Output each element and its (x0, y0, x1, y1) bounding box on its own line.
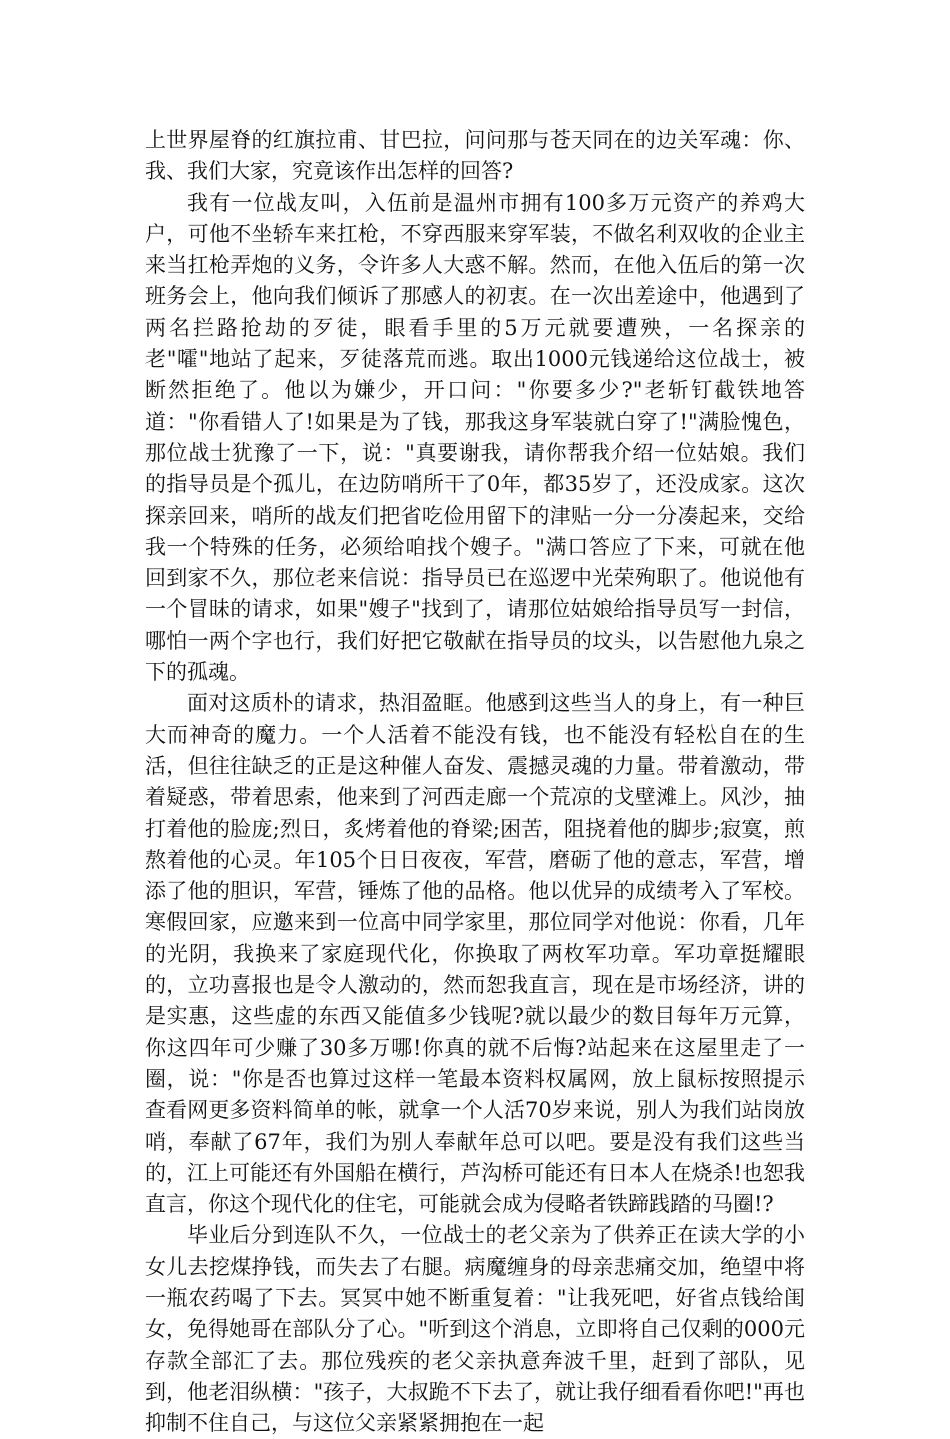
paragraph-3: 面对这质朴的请求，热泪盈眶。他感到这些当人的身上，有一种巨大而神奇的魔力。一个人活着不能没有钱，也不能没有轻松自在的生活，但往往缺乏的正是这种催人奋发、震撼灵魂的力量。带着激动，带着疑惑，带着思索，他来到了河西走廊一个荒凉的戈壁滩上。风沙，抽打着他的脸庞;烈日，炙烤着他的脊梁;困苦，阻挠着他的脚步;寂寞，煎熬着他的心灵。年105个日日夜夜，军营，磨砺了他的意志，军营，增添了他的胆识，军营，锤炼了他的品格。他以优异的成绩考入了军校。寒假回家，应邀来到一位高中同学家里，那位同学对他说：你看，几年的光阴，我换来了家庭现代化，你换取了两枚军功章。军功章挺耀眼的，立功喜报也是令人激动的，然而恕我直言，现在是市场经济，讲的是实惠，这些虚的东西又能值多少钱呢?就以最少的数目每年万元算，你这四年可少赚了30多万哪!你真的就不后悔?站起来在这屋里走了一圈，说："你是否也算过这样一笔最本资料权属网，放上鼠标按照提示查看网更多资料简单的帐，就拿一个人活70岁来说，别人为我们站岗放哨，奉献了67年，我们为别人奉献年总可以吧。要是没有我们这些当的，江上可能还有外国船在横行，芦沟桥可能还有日本人在烧杀!也恕我直言，你这个现代化的住宅，可能就会成为侵略者铁蹄践踏的马圈!? (145, 691, 805, 1217)
paragraph-1: 上世界屋脊的红旗拉甫、甘巴拉，问问那与苍天同在的边关军魂：你、我、我们大家，究竟该作出怎样的回答? (145, 128, 805, 184)
document-body (145, 125, 805, 1439)
paragraph-2: 我有一位战友叫，入伍前是温州市拥有100多万元资产的养鸡大户，可他不坐轿车来扛枪，不穿西服来穿军装，不做名利双收的企业主来当扛枪弄炮的义务，令许多人大惑不解。然而，在他入伍后的第一次班务会上，他向我们倾诉了那感人的初衷。在一次出差途中，他遇到了两名拦路抢劫的歹徒，眼看手里的5万元就要遭殃，一名探亲的老"嚯"地站了起来，歹徒落荒而逃。取出1000元钱递给这位战士，被断然拒绝了。他以为嫌少，开口问："你要多少?"老斩钉截铁地答道："你看错人了!如果是为了钱，那我这身军装就白穿了!"满脸愧色，那位战士犹豫了一下，说："真要谢我，请你帮我介绍一位姑娘。我们的指导员是个孤儿，在边防哨所干了0年，都35岁了，还没成家。这次探亲回来，哨所的战友们把省吃俭用留下的津贴一分一分凑起来，交给我一个特殊的任务，必须给咱找个嫂子。"满口答应了下来，可就在他回到家不久，那位老来信说：指导员已在巡逻中光荣殉职了。他说他有一个冒昧的请求，如果"嫂子"找到了，请那位姑娘给指导员写一封信，哪怕一两个字也行，我们好把它敬献在指导员的坟头，以告慰他九泉之下的孤魂。 (145, 190, 805, 685)
paragraph-4: 毕业后分到连队不久，一位战士的老父亲为了供养正在读大学的小女儿去挖煤挣钱，而失去了右腿。病魔缠身的母亲悲痛交加，绝望中将一瓶农药喝了下去。冥冥中她不断重复着："让我死吧，好省点钱给闺女，免得她哥在部队分了心。"听到这个消息，立即将自己仅剩的000元存款全部汇了去。那位残疾的老父亲执意奔波千里，赶到了部队，见到，他老泪纵横："孩子，大叔跪不下去了，就让我仔细看看你吧!"再也抑制不住自己，与这位父亲紧紧拥抱在一起 (145, 1223, 805, 1436)
